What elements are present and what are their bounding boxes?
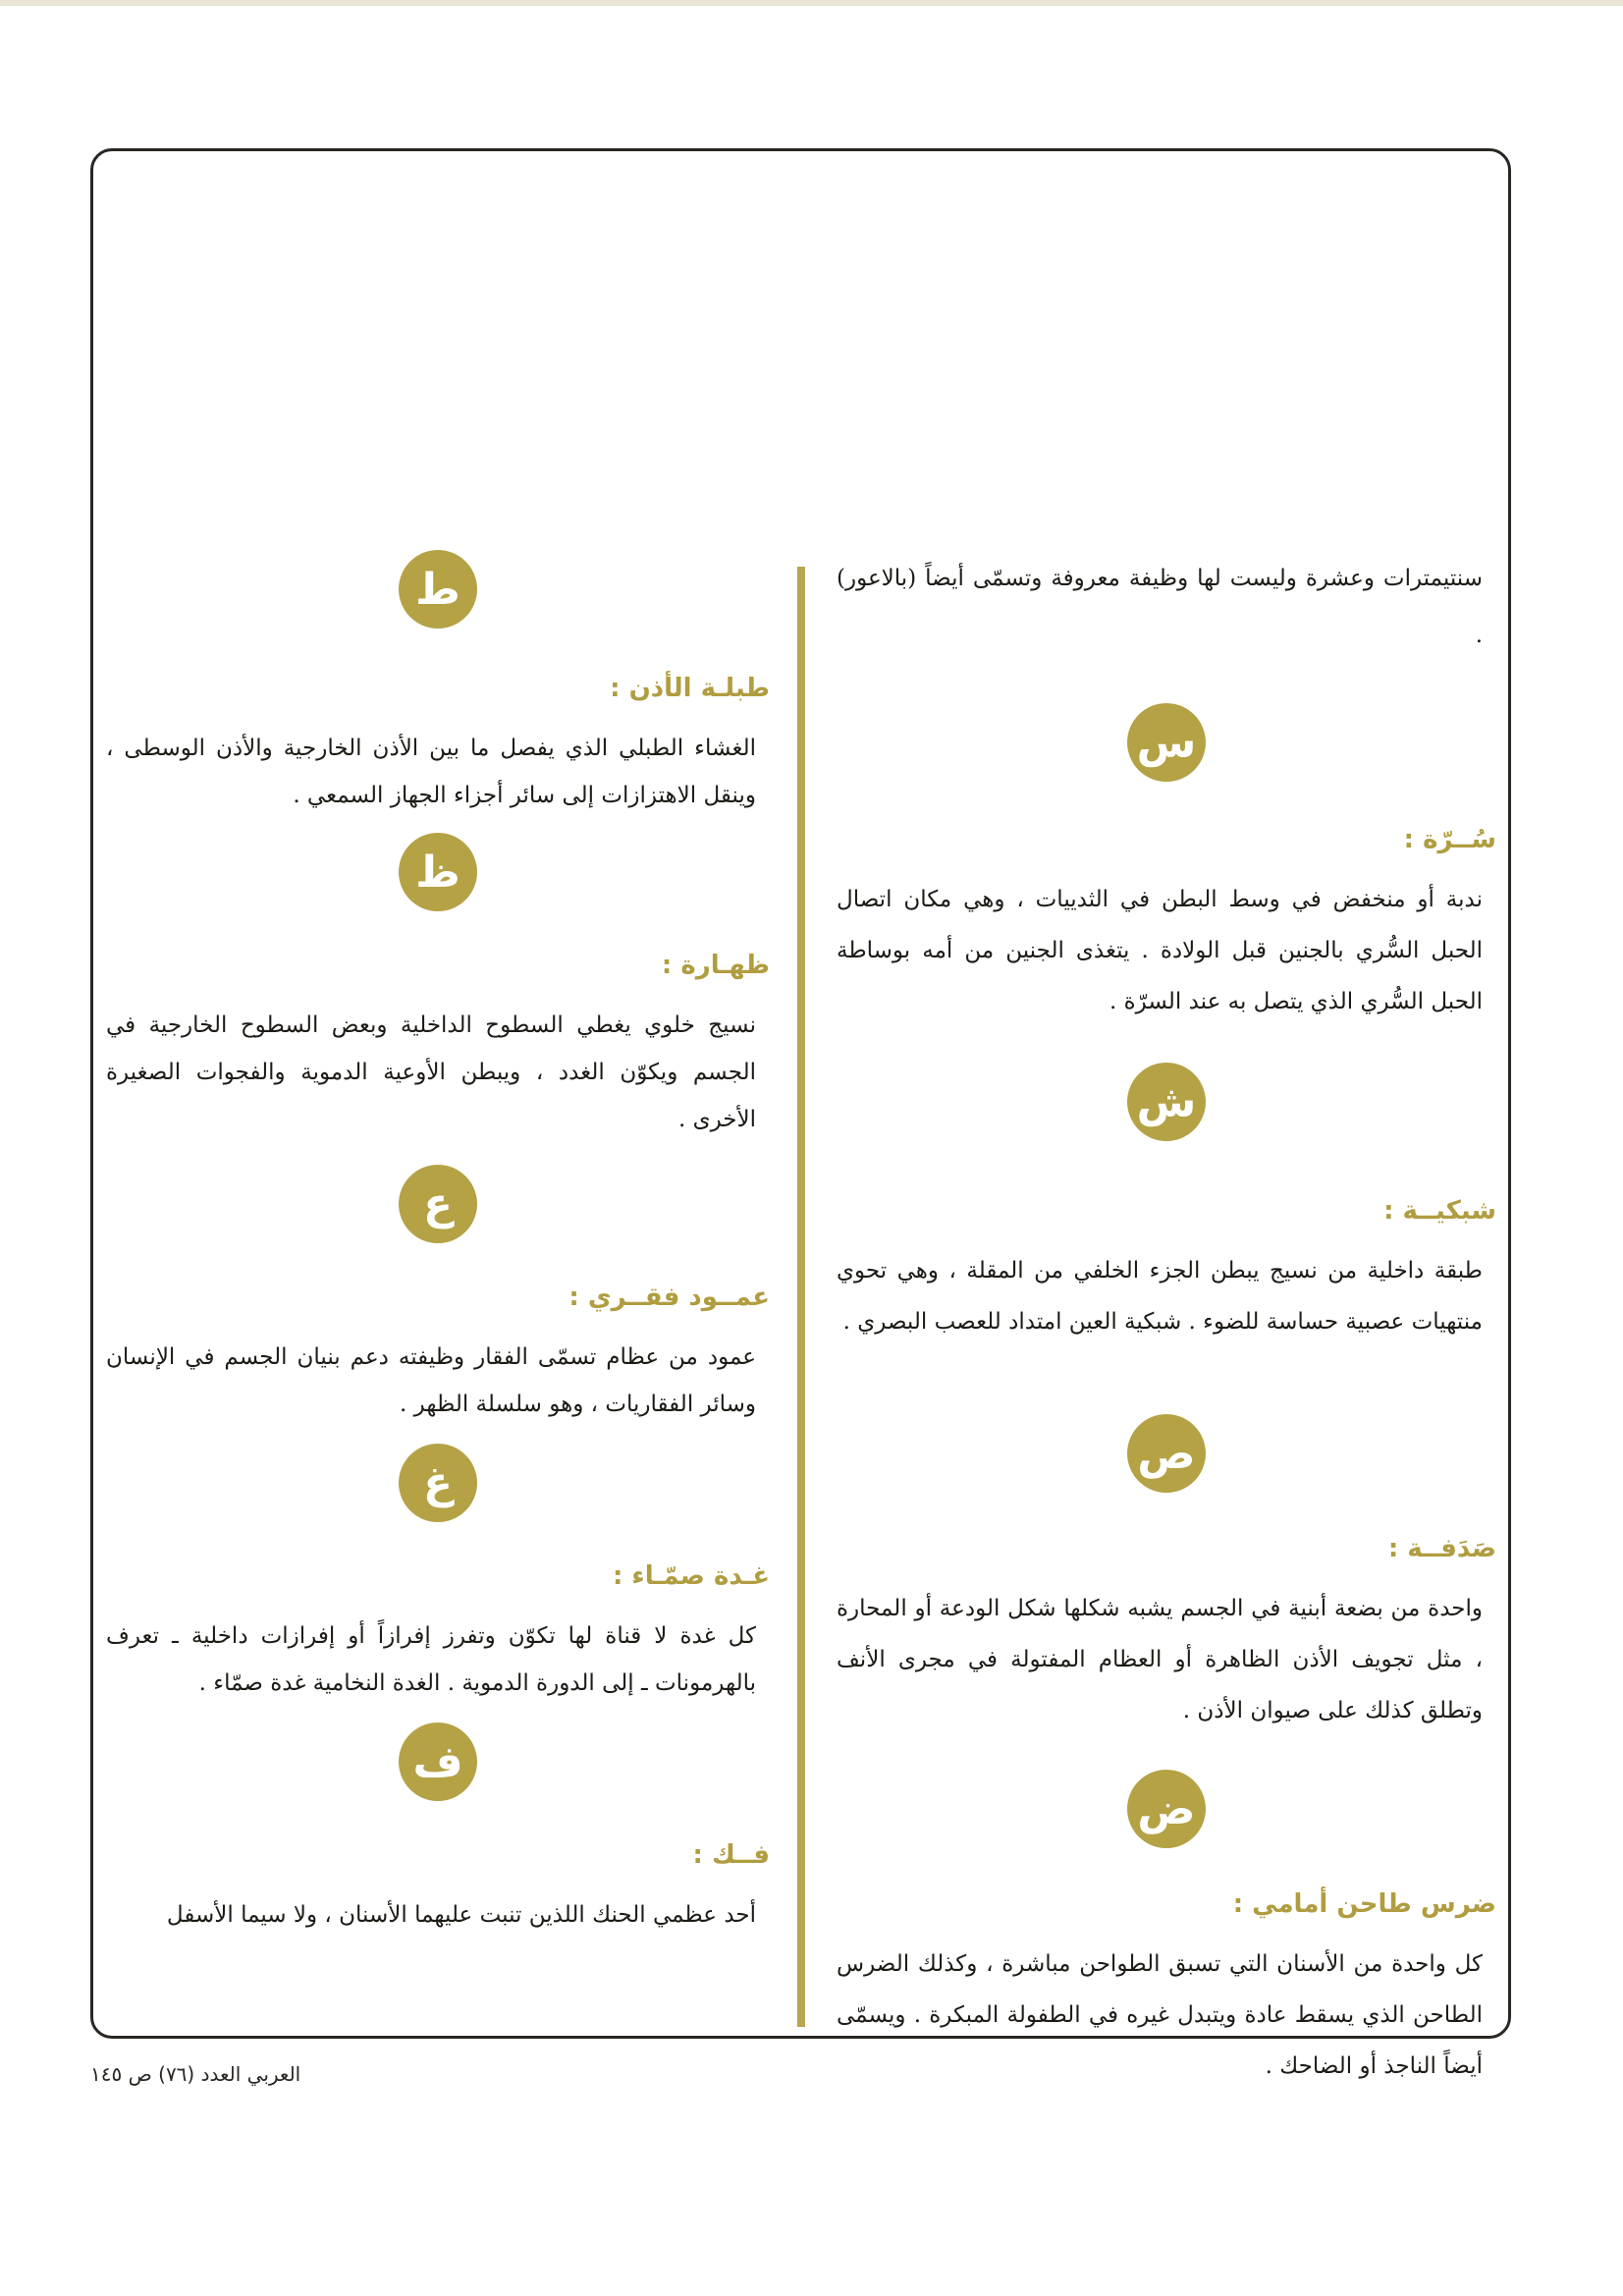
letter-badge: ض	[1127, 1770, 1206, 1848]
entry-body: عمود من عظام تسمّى الفقار وظيفته دعم بنيان الجسم في الإنسان وسائر الفقاريات ، وهو سلسلة الظهر .	[106, 1344, 756, 1417]
entry-body: أحد عظمي الحنك اللذين تنبت عليهما الأسنان ، ولا سيما الأسفل	[166, 1902, 756, 1928]
column-divider	[797, 567, 805, 2027]
page-footer: العربي العدد (٧٦) ص ١٤٥	[90, 2062, 301, 2086]
entry-title: طبلـة الأذن :	[610, 674, 770, 703]
letter-badge: غ	[399, 1444, 477, 1522]
letter-badge: ش	[1127, 1063, 1206, 1141]
entry-ain	[106, 1165, 770, 1428]
letter-badge: ع	[399, 1165, 477, 1243]
entry-tah	[106, 550, 770, 819]
entry-body: كل واحدة من الأسنان التي تسبق الطواحن مباشرة ، وكذلك الضرس الطاحن الذي يسقط عادة ويتبدل غيره في الطفولة المبكرة . ويسمّى أيضاً الناجذ أو الضاحك .	[837, 1951, 1483, 2079]
entry-body: نسيج خلوي يغطي السطوح الداخلية وبعض السطوح الخارجية في الجسم ويكوّن الغدد ، ويبطن الأوعية الدموية والفجوات الصغيرة الأخرى .	[106, 1012, 756, 1132]
entry-title: صَدَفــة :	[1387, 1534, 1496, 1563]
intro-continuation: سنتيمترات وعشرة وليست لها وظيفة معروفة وتسمّى أيضاً (بالاعور) .	[837, 566, 1483, 648]
entry-ghain	[106, 1444, 770, 1707]
letter-badge: س	[1127, 703, 1206, 782]
entry-fa	[106, 1722, 770, 1939]
entry-title: ضرس طاحن أمامي :	[1232, 1889, 1496, 1919]
entry-title: عمــود فقــري :	[568, 1283, 770, 1312]
right-column	[837, 550, 1496, 2092]
top-bleed-strip	[0, 0, 1623, 6]
entry-zah	[106, 833, 770, 1143]
entry-body: طبقة داخلية من نسيج يبطن الجزء الخلفي من المقلة ، وهي تحوي منتهيات عصبية حساسة للضوء . شبكية العين امتداد للعصب البصري .	[837, 1258, 1483, 1335]
entry-sad	[837, 1414, 1496, 1736]
entry-title: فــك :	[692, 1840, 770, 1870]
letter-badge: ف	[399, 1722, 477, 1801]
entry-sheen	[837, 1063, 1496, 1347]
entry-body: كل غدة لا قناة لها تكوّن وتفرز إفرازاً أو إفرازات داخلية ـ تعرف بالهرمونات ـ إلى الدورة الدموية . الغدة النخامية غدة صمّاء .	[106, 1623, 756, 1696]
entry-title: شبكيــة :	[1383, 1196, 1496, 1226]
entry-body: ندبة أو منخفض في وسط البطن في الثدييات ، وهي مكان اتصال الحبل السُّري بالجنين قبل الولادة . يتغذى الجنين من أمه بوساطة الحبل السُّري الذي يتصل به عند السرّة .	[837, 887, 1483, 1014]
letter-badge: ظ	[399, 833, 477, 911]
letter-badge: ص	[1127, 1414, 1206, 1493]
entry-title: ظهـارة :	[661, 951, 770, 980]
letter-badge: ط	[399, 550, 477, 629]
entry-dad	[837, 1770, 1496, 2092]
entry-body: الغشاء الطبلي الذي يفصل ما بين الأذن الخارجية والأذن الوسطى ، وينقل الاهتزازات إلى سائر أجزاء الجهاز السمعي .	[106, 736, 756, 808]
entry-title: غـدة صمّـاء :	[612, 1561, 770, 1591]
entry-title: سُــرّة :	[1403, 825, 1496, 854]
left-column	[106, 550, 770, 1939]
entry-body: واحدة من بضعة أبنية في الجسم يشبه شكلها شكل الودعة أو المحارة ، مثل تجويف الأذن الظاهرة أو العظام المفتولة في مجرى الأنف وتطلق كذلك على صيوان الأذن .	[837, 1596, 1483, 1723]
entry-seen	[837, 703, 1496, 1027]
